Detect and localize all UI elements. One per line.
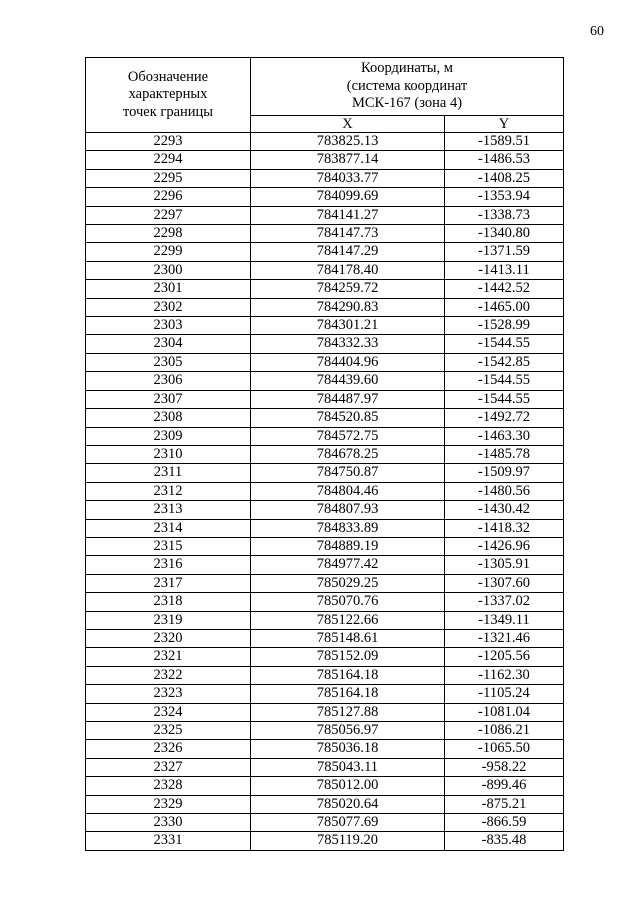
table-row [86,335,564,353]
table-row [86,832,564,850]
y-coordinate-cell: -1442.52 [445,280,564,298]
x-coordinate-cell: 784977.42 [251,556,445,574]
x-coordinate-cell: 784750.87 [251,464,445,482]
table-row [86,501,564,519]
table-row [86,611,564,629]
table-row [86,298,564,316]
table-row [86,225,564,243]
table-row [86,353,564,371]
point-id-cell: 2325 [86,722,251,740]
x-coordinate-cell: 784520.85 [251,409,445,427]
point-id-cell: 2314 [86,519,251,537]
x-coordinate-cell: 785043.11 [251,758,445,776]
table-row [86,722,564,740]
header-point-line: характерных [128,86,208,103]
header-coords-line: МСК-167 (зона 4) [351,95,463,112]
header-point-line: точек границы [122,103,214,120]
x-coordinate-cell: 784301.21 [251,317,445,335]
table-row [86,390,564,408]
point-id-cell: 2323 [86,685,251,703]
y-coordinate-cell: -1086.21 [445,722,564,740]
header-coords-line: Координаты, м [361,60,453,77]
point-id-cell: 2297 [86,206,251,224]
y-coordinate-cell: -1426.96 [445,537,564,555]
y-coordinate-cell: -1480.56 [445,482,564,500]
x-coordinate-cell: 785164.18 [251,666,445,684]
table-row [86,427,564,445]
table-row [86,593,564,611]
y-coordinate-cell: -1485.78 [445,445,564,463]
header-point-line: Обозначение [127,68,209,85]
table-row [86,556,564,574]
table-row [86,537,564,555]
point-id-cell: 2310 [86,445,251,463]
table-row [86,280,564,298]
y-coordinate-cell: -1307.60 [445,574,564,592]
x-coordinate-cell: 784332.33 [251,335,445,353]
y-coordinate-cell: -1349.11 [445,611,564,629]
x-coordinate-cell: 784572.75 [251,427,445,445]
table-row [86,758,564,776]
y-coordinate-cell: -1081.04 [445,703,564,721]
header-coordinates [251,58,564,116]
y-coordinate-cell: -1430.42 [445,501,564,519]
point-id-cell: 2301 [86,280,251,298]
x-coordinate-cell: 785020.64 [251,795,445,813]
point-id-cell: 2320 [86,629,251,647]
table-row [86,317,564,335]
coordinates-table [85,57,564,851]
y-coordinate-cell: -875.21 [445,795,564,813]
x-coordinate-cell: 784678.25 [251,445,445,463]
point-id-cell: 2299 [86,243,251,261]
table-row [86,409,564,427]
y-coordinate-cell: -866.59 [445,814,564,832]
table-row [86,151,564,169]
table-row [86,740,564,758]
y-coordinate-cell: -835.48 [445,832,564,850]
point-id-cell: 2317 [86,574,251,592]
y-coordinate-cell: -1589.51 [445,133,564,151]
y-coordinate-cell: -1509.97 [445,464,564,482]
point-id-cell: 2318 [86,593,251,611]
table-row [86,372,564,390]
x-coordinate-cell: 784404.96 [251,353,445,371]
header-point-designation [86,58,251,133]
y-coordinate-cell: -1418.32 [445,519,564,537]
point-id-cell: 2293 [86,133,251,151]
point-id-cell: 2311 [86,464,251,482]
x-coordinate-cell: 784178.40 [251,261,445,279]
point-id-cell: 2319 [86,611,251,629]
x-coordinate-cell: 785119.20 [251,832,445,850]
y-coordinate-cell: -1528.99 [445,317,564,335]
point-id-cell: 2324 [86,703,251,721]
y-coordinate-cell: -1162.30 [445,666,564,684]
table-row [86,243,564,261]
y-coordinate-cell: -958.22 [445,758,564,776]
point-id-cell: 2302 [86,298,251,316]
table-row [86,666,564,684]
x-coordinate-cell: 785012.00 [251,777,445,795]
y-coordinate-cell: -1205.56 [445,648,564,666]
point-id-cell: 2331 [86,832,251,850]
x-coordinate-cell: 785164.18 [251,685,445,703]
point-id-cell: 2313 [86,501,251,519]
y-coordinate-cell: -1408.25 [445,169,564,187]
table-row [86,482,564,500]
y-coordinate-cell: -1305.91 [445,556,564,574]
y-coordinate-cell: -1353.94 [445,188,564,206]
y-coordinate-cell: -1544.55 [445,335,564,353]
point-id-cell: 2305 [86,353,251,371]
point-id-cell: 2300 [86,261,251,279]
y-coordinate-cell: -1371.59 [445,243,564,261]
x-coordinate-cell: 784807.93 [251,501,445,519]
x-coordinate-cell: 784833.89 [251,519,445,537]
point-id-cell: 2296 [86,188,251,206]
page-number: 60 [590,24,604,39]
x-coordinate-cell: 784259.72 [251,280,445,298]
x-coordinate-cell: 785148.61 [251,629,445,647]
point-id-cell: 2298 [86,225,251,243]
x-coordinate-cell: 785077.69 [251,814,445,832]
table-row [86,445,564,463]
point-id-cell: 2329 [86,795,251,813]
y-coordinate-cell: -1413.11 [445,261,564,279]
x-coordinate-cell: 785056.97 [251,722,445,740]
table-row [86,464,564,482]
point-id-cell: 2326 [86,740,251,758]
header-coords-line: (система координат [346,77,468,94]
table-row [86,169,564,187]
point-id-cell: 2315 [86,537,251,555]
y-coordinate-cell: -1340.80 [445,225,564,243]
x-coordinate-cell: 784033.77 [251,169,445,187]
point-id-cell: 2294 [86,151,251,169]
y-coordinate-cell: -1486.53 [445,151,564,169]
table-header [86,58,564,133]
x-coordinate-cell: 784487.97 [251,390,445,408]
y-coordinate-cell: -1321.46 [445,629,564,647]
x-coordinate-cell: 785029.25 [251,574,445,592]
point-id-cell: 2322 [86,666,251,684]
x-coordinate-cell: 783825.13 [251,133,445,151]
table-row [86,777,564,795]
x-coordinate-cell: 785152.09 [251,648,445,666]
y-coordinate-cell: -1463.30 [445,427,564,445]
y-coordinate-cell: -1065.50 [445,740,564,758]
header-x: X [251,116,445,133]
x-coordinate-cell: 785122.66 [251,611,445,629]
x-coordinate-cell: 783877.14 [251,151,445,169]
x-coordinate-cell: 785036.18 [251,740,445,758]
y-coordinate-cell: -1542.85 [445,353,564,371]
x-coordinate-cell: 784147.29 [251,243,445,261]
point-id-cell: 2312 [86,482,251,500]
y-coordinate-cell: -1465.00 [445,298,564,316]
table-row [86,206,564,224]
table-row [86,574,564,592]
table-row [86,188,564,206]
table-row [86,795,564,813]
header-y: Y [445,116,564,133]
x-coordinate-cell: 784290.83 [251,298,445,316]
point-id-cell: 2327 [86,758,251,776]
x-coordinate-cell: 784889.19 [251,537,445,555]
table-row [86,519,564,537]
table-body [86,133,564,851]
x-coordinate-cell: 784141.27 [251,206,445,224]
x-coordinate-cell: 784804.46 [251,482,445,500]
table-row [86,703,564,721]
point-id-cell: 2309 [86,427,251,445]
x-coordinate-cell: 784439.60 [251,372,445,390]
point-id-cell: 2308 [86,409,251,427]
y-coordinate-cell: -1338.73 [445,206,564,224]
point-id-cell: 2295 [86,169,251,187]
table-row [86,133,564,151]
point-id-cell: 2307 [86,390,251,408]
point-id-cell: 2306 [86,372,251,390]
table-row [86,629,564,647]
y-coordinate-cell: -1105.24 [445,685,564,703]
point-id-cell: 2316 [86,556,251,574]
x-coordinate-cell: 784099.69 [251,188,445,206]
point-id-cell: 2328 [86,777,251,795]
x-coordinate-cell: 785127.88 [251,703,445,721]
table-row [86,261,564,279]
y-coordinate-cell: -1492.72 [445,409,564,427]
table-row [86,685,564,703]
point-id-cell: 2303 [86,317,251,335]
y-coordinate-cell: -1544.55 [445,390,564,408]
x-coordinate-cell: 784147.73 [251,225,445,243]
y-coordinate-cell: -1544.55 [445,372,564,390]
table-row [86,814,564,832]
x-coordinate-cell: 785070.76 [251,593,445,611]
point-id-cell: 2321 [86,648,251,666]
point-id-cell: 2304 [86,335,251,353]
y-coordinate-cell: -1337.02 [445,593,564,611]
point-id-cell: 2330 [86,814,251,832]
y-coordinate-cell: -899.46 [445,777,564,795]
table-row [86,648,564,666]
